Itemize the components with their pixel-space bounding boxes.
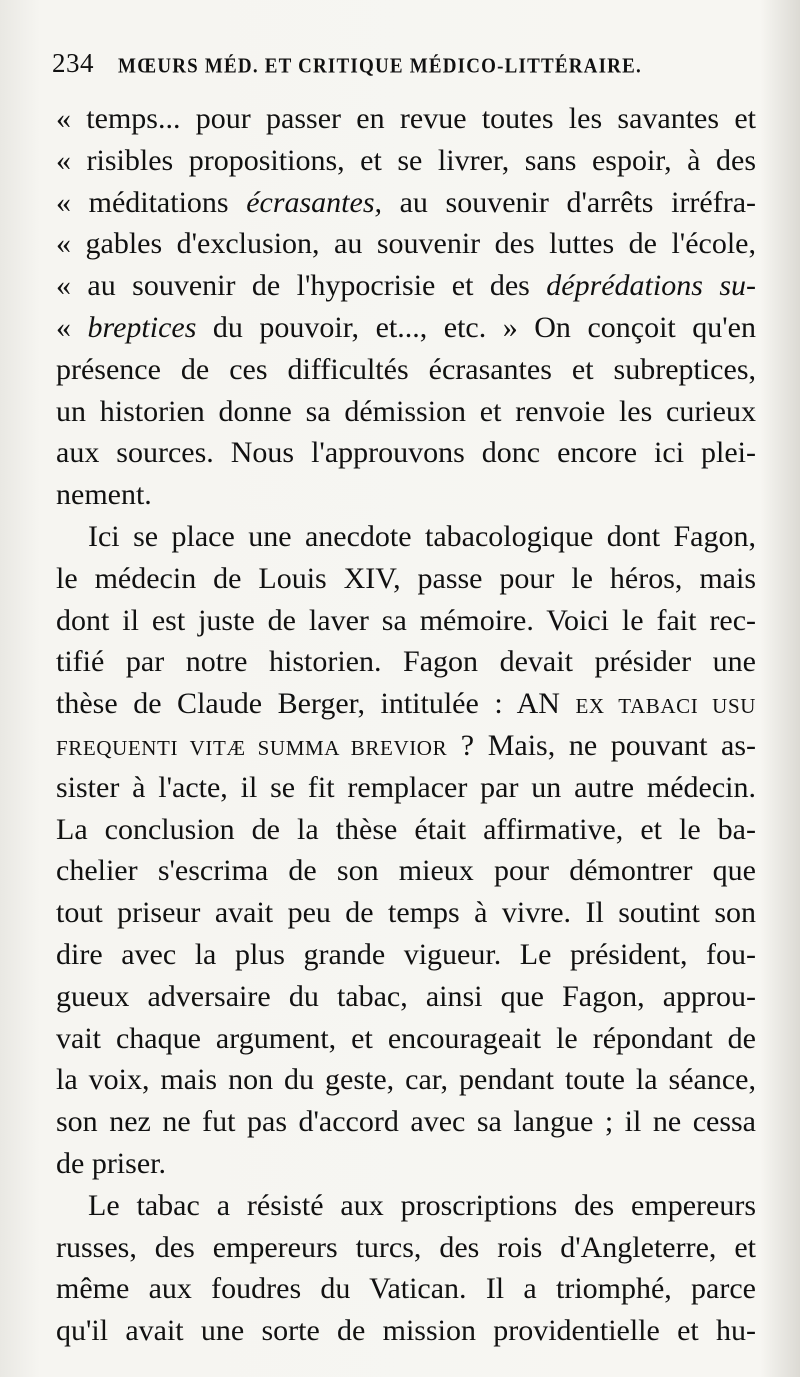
text-line: le médecin de Louis XIV, passe pour le héros, mais <box>56 561 756 595</box>
text-line: dire avec la plus grande vigueur. Le président, fou- <box>56 937 756 971</box>
text-line: même aux foudres du Vatican. Il a triomphé, parce <box>56 1272 756 1306</box>
text-line: tout priseur avait peu de temps à vivre. Il soutint son <box>56 896 756 930</box>
text-line: russes, des empereurs turcs, des rois d'Angleterre, et <box>56 1230 756 1264</box>
text-line-paragraph-start: Ici se place une anecdote tabacologique dont Fagon, <box>88 519 756 553</box>
running-title: MŒURS MÉD. ET CRITIQUE MÉDICO-LITTÉRAIRE. <box>118 54 642 79</box>
text-line: « gables d'exclusion, au souvenir des luttes de l'école, <box>56 227 756 261</box>
text-line: qu'il avait une sorte de mission providentielle et hu- <box>56 1314 756 1348</box>
text-line: chelier s'escrima de son mieux pour démontrer que <box>56 854 756 888</box>
text-line-with-italic: « au souvenir de l'hypocrisie et des déprédations su- <box>56 269 756 303</box>
text-line: vait chaque argument, et encourageait le répondant de <box>56 1021 756 1055</box>
text-line: « temps... pour passer en revue toutes les savantes et <box>56 102 756 135</box>
text-line-with-italic: « breptices du pouvoir, et..., etc. » On conçoit qu'en <box>56 310 756 344</box>
text-line-paragraph-end: de priser. <box>56 1146 166 1180</box>
text-line: tifié par notre historien. Fagon devait présider une <box>56 645 756 679</box>
text-line-thesis-title: thèse de Claude Berger, intitulée : AN EX TABACI USU <box>56 687 756 721</box>
italic-phrase: écrasantes, <box>246 185 383 219</box>
text-line-paragraph-end: nement. <box>56 478 152 512</box>
text-line: aux sources. Nous l'approuvons donc encore ici plei- <box>56 436 756 470</box>
text-line: « risibles propositions, et se livrer, sans espoir, à des <box>56 143 756 177</box>
thesis-title-smallcaps: EX TABACI USU <box>575 694 756 719</box>
text-line: dont il est juste de laver sa mémoire. Voici le fait rec- <box>56 603 756 637</box>
page-number: 234 <box>52 48 94 78</box>
page-header <box>52 48 752 88</box>
italic-phrase: déprédations su- <box>546 269 756 303</box>
text-line-with-italic: « méditations écrasantes, au souvenir d'arrêts irréfra- <box>56 185 757 219</box>
text-line: sister à l'acte, il se fit remplacer par un autre médecin. <box>56 770 756 804</box>
thesis-title-smallcaps: FREQUENTI VITÆ SUMMA BREVIOR <box>56 735 448 760</box>
text-line: la voix, mais non du geste, car, pendant toute la séance, <box>56 1063 756 1097</box>
text-line: présence de ces difficultés écrasantes et subreptices, <box>56 352 756 386</box>
text-line-thesis-title: FREQUENTI VITÆ SUMMA BREVIOR ? Mais, ne pouvant as- <box>56 728 756 762</box>
text-line: gueux adversaire du tabac, ainsi que Fagon, approu- <box>56 979 756 1013</box>
text-line-paragraph-start: Le tabac a résisté aux proscriptions des empereurs <box>88 1188 756 1222</box>
text-line: un historien donne sa démission et renvoie les curieux <box>56 394 756 428</box>
text-line: son nez ne fut pas d'accord avec sa langue ; il ne cessa <box>56 1105 756 1139</box>
text-line: La conclusion de la thèse était affirmative, et le ba- <box>56 812 756 846</box>
italic-phrase: breptices <box>87 310 197 344</box>
body-text <box>56 98 756 1352</box>
